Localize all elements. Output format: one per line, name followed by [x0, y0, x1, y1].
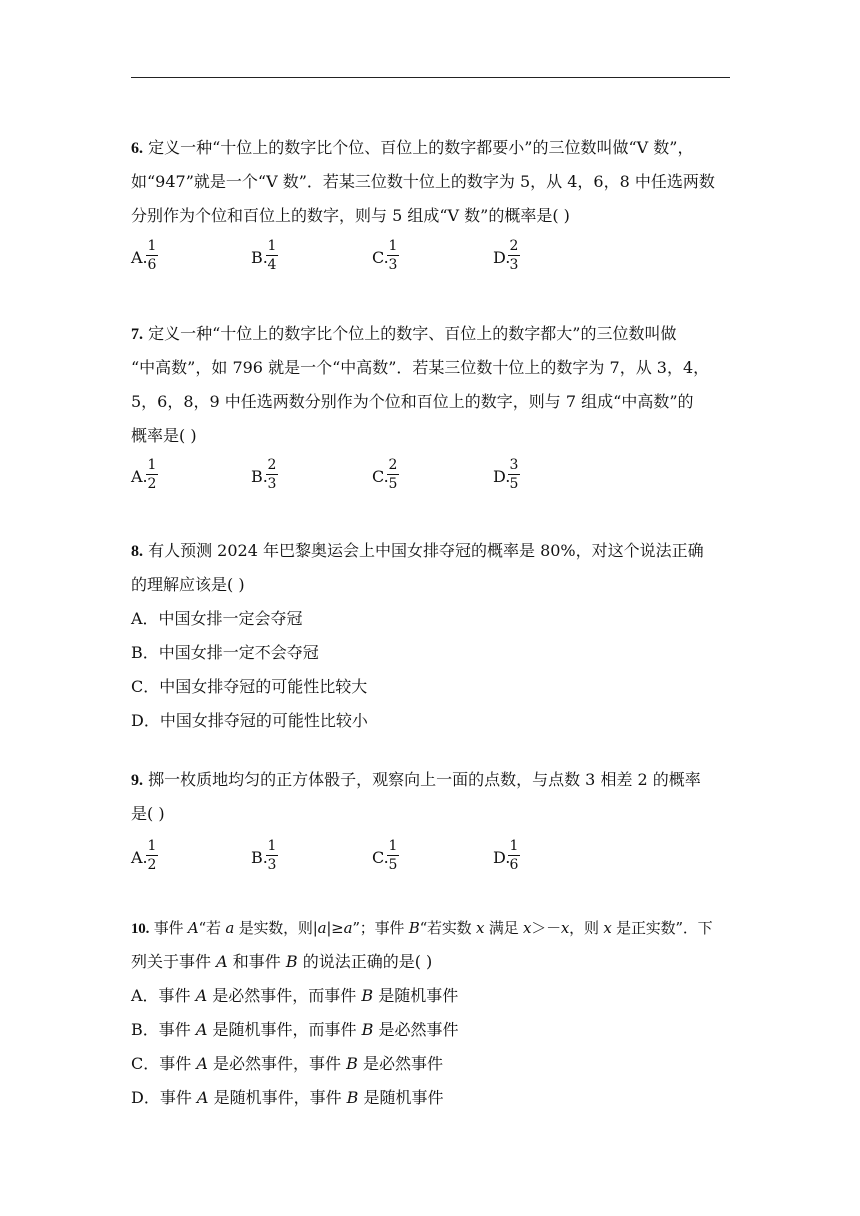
fraction: 1 2 — [147, 838, 157, 873]
question-text: 定义一种“十位上的数字比个位、百位上的数字都要小”的三位数叫做“V 数”， — [148, 138, 694, 157]
question-text: 是( ) — [131, 804, 165, 823]
fraction: 2 3 — [509, 238, 519, 273]
option-b[interactable]: B．中国女排一定不会夺冠 — [131, 643, 319, 662]
question-text: 如“947”就是一个“V 数”．若某三位数十位上的数字为 5，从 4，6，8 中任选两数 — [131, 172, 715, 191]
fraction: 3 5 — [509, 457, 519, 492]
option-c[interactable]: C．事件 A 是必然事件，事件 B 是必然事件 — [131, 1054, 443, 1073]
question-number: 9. — [131, 772, 143, 789]
question-text: 定义一种“十位上的数字比个位上的数字、百位上的数字都大”的三位数叫做 — [148, 324, 677, 343]
option-a[interactable]: A．中国女排一定会夺冠 — [131, 609, 303, 628]
option-d[interactable]: D．事件 A 是随机事件，事件 B 是随机事件 — [131, 1088, 444, 1107]
fraction: 2 3 — [267, 457, 277, 492]
fraction: 1 4 — [267, 238, 277, 273]
header-rule — [131, 77, 730, 78]
question-text: 掷一枚质地均匀的正方体骰子，观察向上一面的点数，与点数 3 相差 2 的概率 — [148, 770, 701, 789]
question-text: 有人预测 2024 年巴黎奥运会上中国女排夺冠的概率是 80%，对这个说法正确 — [148, 541, 704, 560]
option-a[interactable]: A．事件 A 是必然事件，而事件 B 是随机事件 — [131, 986, 459, 1005]
fraction: 1 5 — [388, 838, 398, 873]
fraction: 2 5 — [388, 457, 398, 492]
question-text: 的理解应该是( ) — [131, 575, 245, 594]
question-text: 概率是( ) — [131, 426, 197, 445]
question-number: 8. — [131, 543, 143, 560]
fraction: 1 2 — [147, 457, 157, 492]
fraction: 1 3 — [388, 238, 398, 273]
fraction: 1 3 — [267, 838, 277, 873]
question-number: 7. — [131, 326, 143, 343]
option-c[interactable]: C．中国女排夺冠的可能性比较大 — [131, 677, 368, 696]
question-text: 分别作为个位和百位上的数字，则与 5 组成“V 数”的概率是( ) — [131, 206, 570, 225]
option-d[interactable]: D．中国女排夺冠的可能性比较小 — [131, 711, 368, 730]
fraction: 1 6 — [509, 838, 519, 873]
question-text: 10. 事件 A“若 a 是实数，则|a|≥a”；事件 B“若实数 x 满足 x＞－x，则 x 是正实数”．下 — [131, 919, 713, 937]
question-text: 5，6，8，9 中任选两数分别作为个位和百位上的数字，则与 7 组成“中高数”的 — [131, 392, 694, 411]
question-number: 10. — [131, 921, 150, 937]
question-text: “中高数”，如 796 就是一个“中高数”．若某三位数十位上的数字为 7，从 3，4， — [131, 358, 710, 377]
fraction: 1 6 — [147, 238, 157, 273]
question-number: 6. — [131, 140, 143, 157]
option-b[interactable]: B．事件 A 是随机事件，而事件 B 是必然事件 — [131, 1020, 459, 1039]
question-text: 列关于事件 A 和事件 B 的说法正确的是( ) — [131, 952, 433, 971]
